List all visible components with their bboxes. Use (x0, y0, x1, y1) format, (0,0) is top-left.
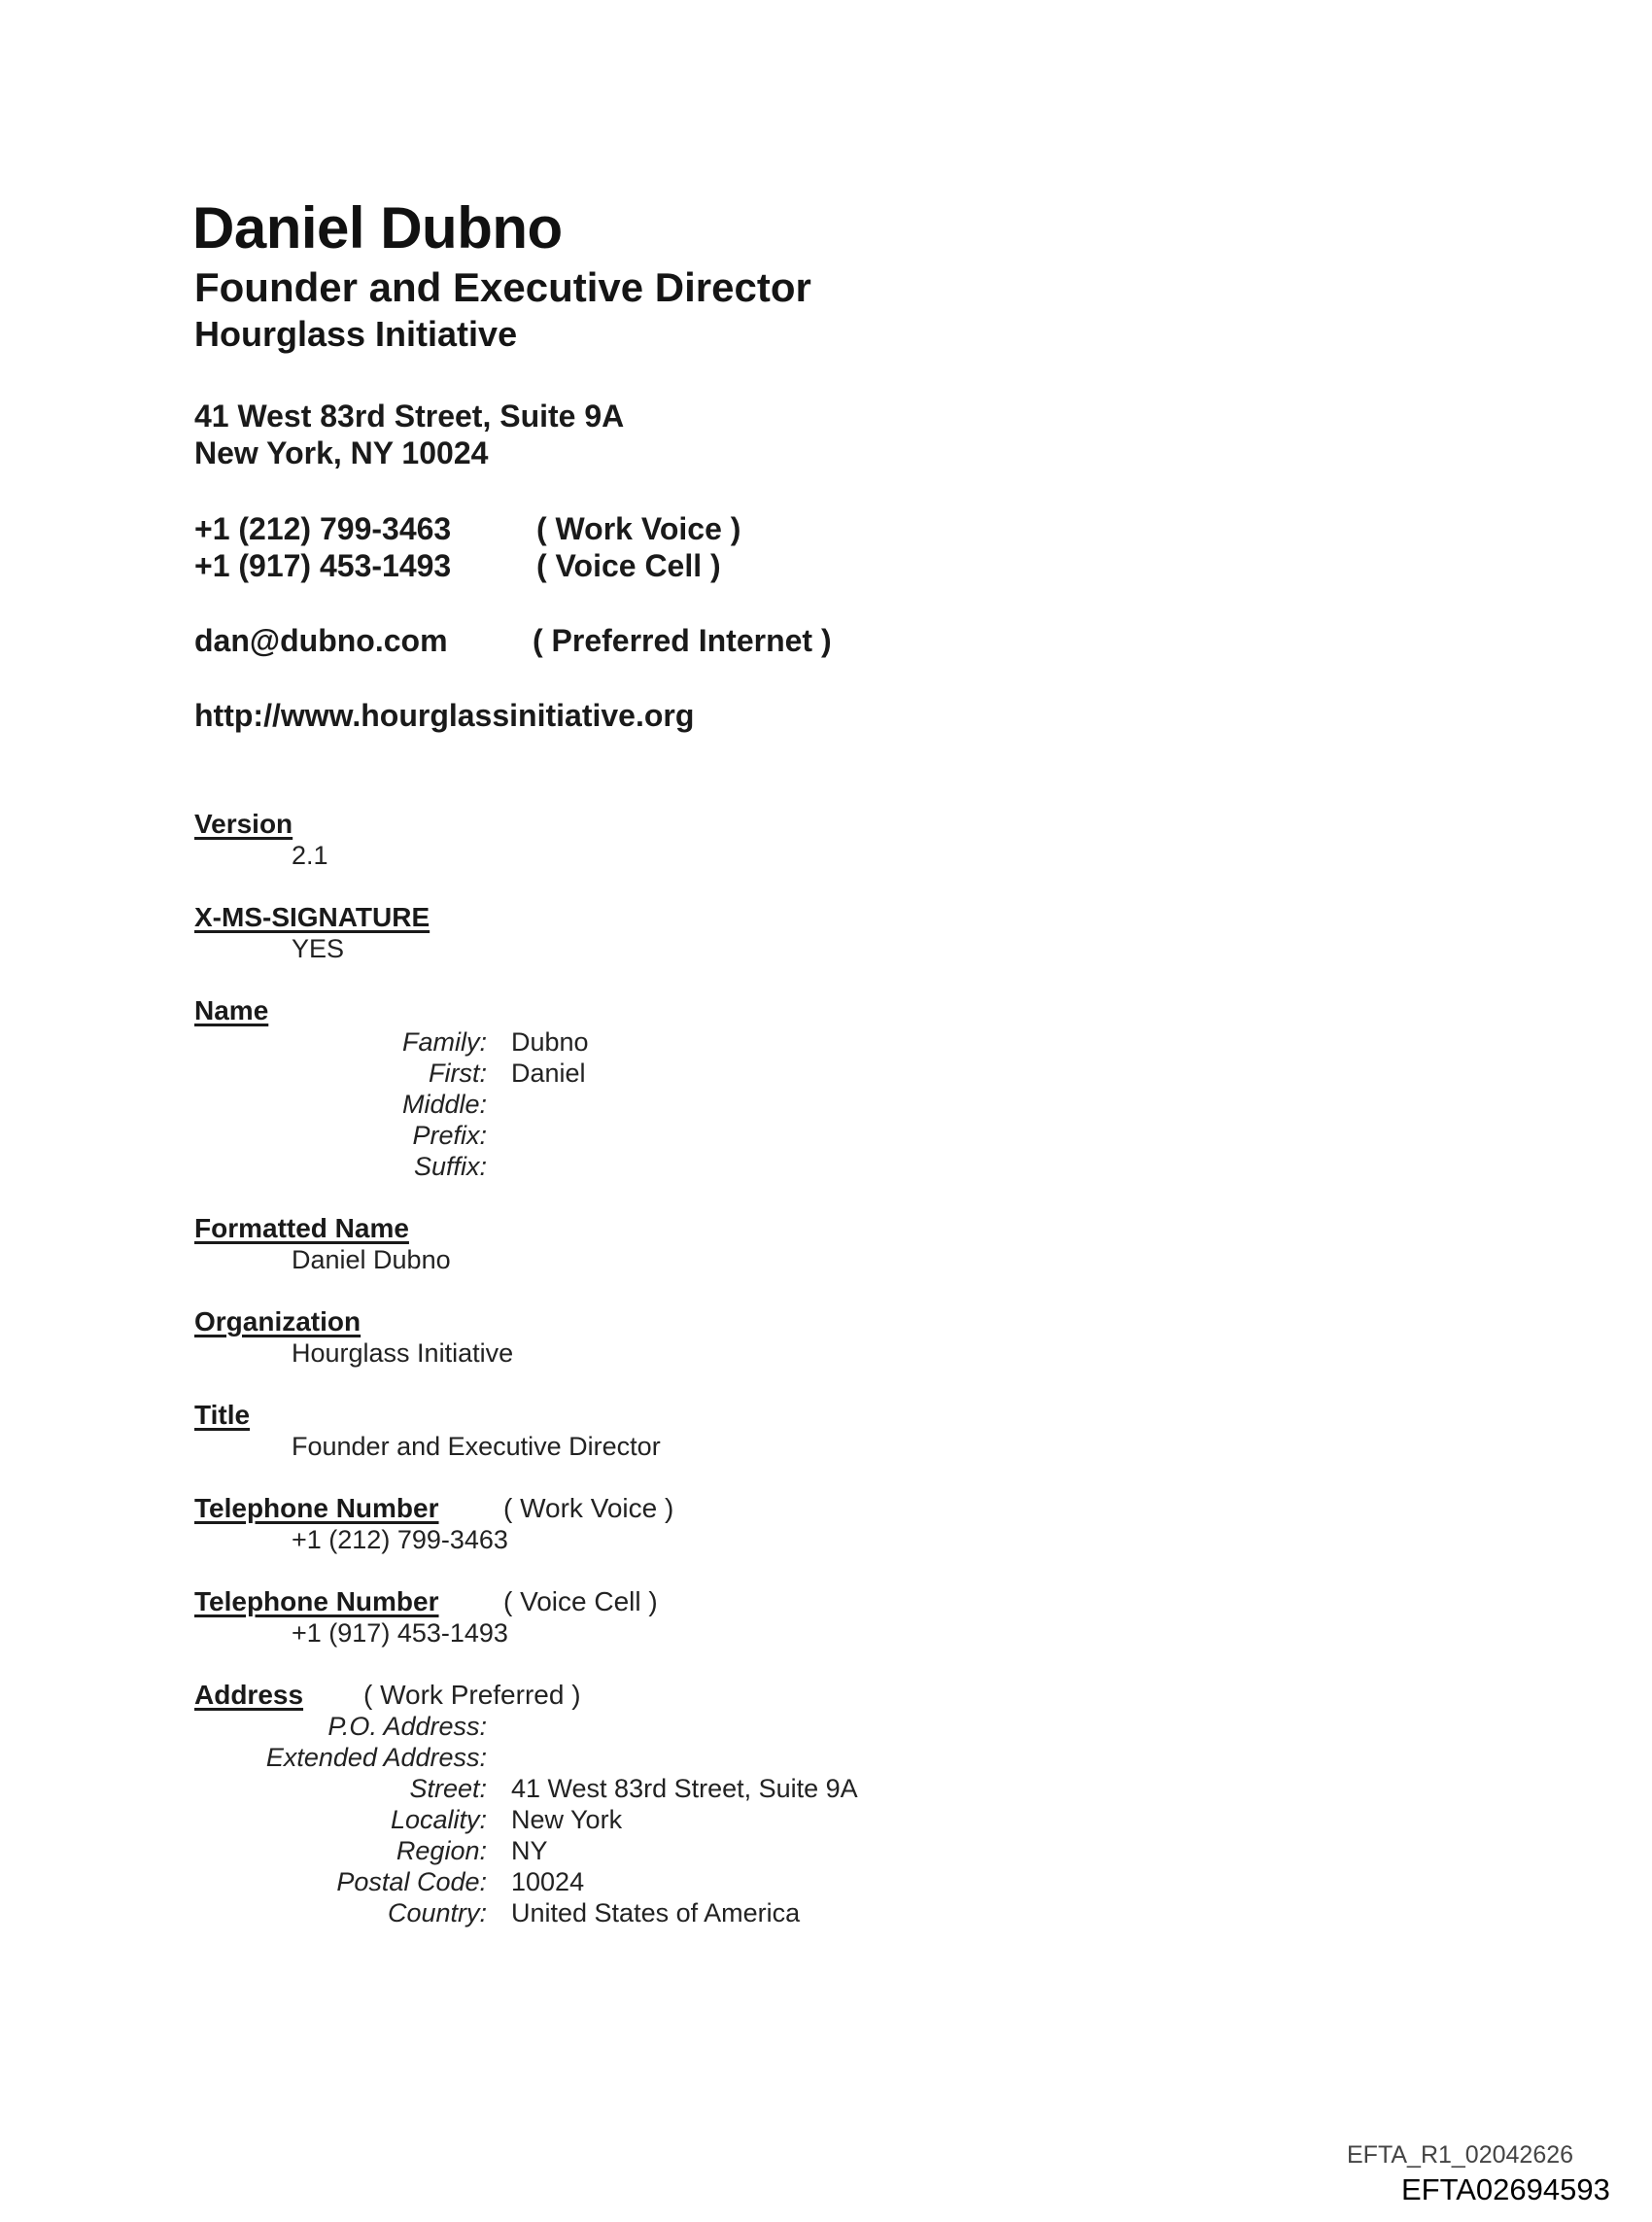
section-heading-telephone-cell: Telephone Number (194, 1586, 439, 1616)
address-region-value: NY (511, 1836, 548, 1865)
section-heading-address: Address (194, 1680, 304, 1710)
address-extended-label: Extended Address: (265, 1743, 487, 1772)
name-first-label: First: (429, 1059, 487, 1088)
section-heading-name: Name (194, 995, 269, 1025)
address-postal-code-value: 10024 (511, 1867, 585, 1896)
title-value: Founder and Executive Director (292, 1432, 661, 1461)
name-prefix-label: Prefix: (412, 1121, 487, 1150)
telephone-work-value: +1 (212) 799-3463 (292, 1525, 508, 1554)
contact-organization: Hourglass Initiative (194, 314, 518, 354)
address-street-label: Street: (409, 1774, 487, 1803)
phone-cell-label: ( Voice Cell ) (536, 548, 721, 583)
telephone-cell-tag: ( Voice Cell ) (503, 1586, 658, 1616)
address-locality-label: Locality: (390, 1805, 487, 1834)
footer-reference-id: EFTA02694593 (1401, 2172, 1610, 2206)
name-family-label: Family: (402, 1027, 487, 1057)
version-value: 2.1 (292, 841, 328, 870)
section-heading-formatted-name: Formatted Name (194, 1213, 409, 1243)
phone-work-label: ( Work Voice ) (536, 511, 741, 546)
address-line-2: New York, NY 10024 (194, 435, 489, 470)
name-family-value: Dubno (511, 1027, 589, 1057)
address-postal-code-label: Postal Code: (336, 1867, 487, 1896)
section-heading-signature: X-MS-SIGNATURE (194, 902, 430, 932)
contact-name: Daniel Dubno (192, 195, 563, 260)
section-heading-telephone-work: Telephone Number (194, 1493, 439, 1523)
signature-value: YES (292, 934, 345, 963)
address-locality-value: New York (511, 1805, 623, 1834)
telephone-work-tag: ( Work Voice ) (503, 1493, 674, 1523)
phone-work-number: +1 (212) 799-3463 (194, 511, 452, 546)
formatted-name-value: Daniel Dubno (292, 1245, 451, 1274)
address-tag: ( Work Preferred ) (363, 1680, 581, 1710)
phone-cell-number: +1 (917) 453-1493 (194, 548, 452, 583)
website-url: http://www.hourglassinitiative.org (194, 698, 695, 733)
email-label: ( Preferred Internet ) (533, 623, 832, 658)
address-street-value: 41 West 83rd Street, Suite 9A (511, 1774, 858, 1803)
name-middle-label: Middle: (401, 1090, 487, 1119)
contact-title: Founder and Executive Director (194, 264, 811, 310)
name-suffix-label: Suffix: (413, 1152, 487, 1181)
email-address: dan@dubno.com (194, 623, 448, 658)
address-po-label: P.O. Address: (327, 1712, 487, 1741)
organization-value: Hourglass Initiative (292, 1338, 514, 1368)
section-heading-title: Title (194, 1400, 251, 1430)
address-region-label: Region: (396, 1836, 487, 1865)
telephone-cell-value: +1 (917) 453-1493 (292, 1618, 508, 1648)
footer-reference-r1: EFTA_R1_02042626 (1347, 2141, 1574, 2169)
section-heading-version: Version (194, 809, 293, 839)
name-first-value: Daniel (511, 1059, 586, 1088)
address-country-value: United States of America (511, 1898, 801, 1927)
section-heading-organization: Organization (194, 1306, 361, 1337)
address-line-1: 41 West 83rd Street, Suite 9A (194, 399, 625, 434)
address-country-label: Country: (387, 1898, 487, 1927)
